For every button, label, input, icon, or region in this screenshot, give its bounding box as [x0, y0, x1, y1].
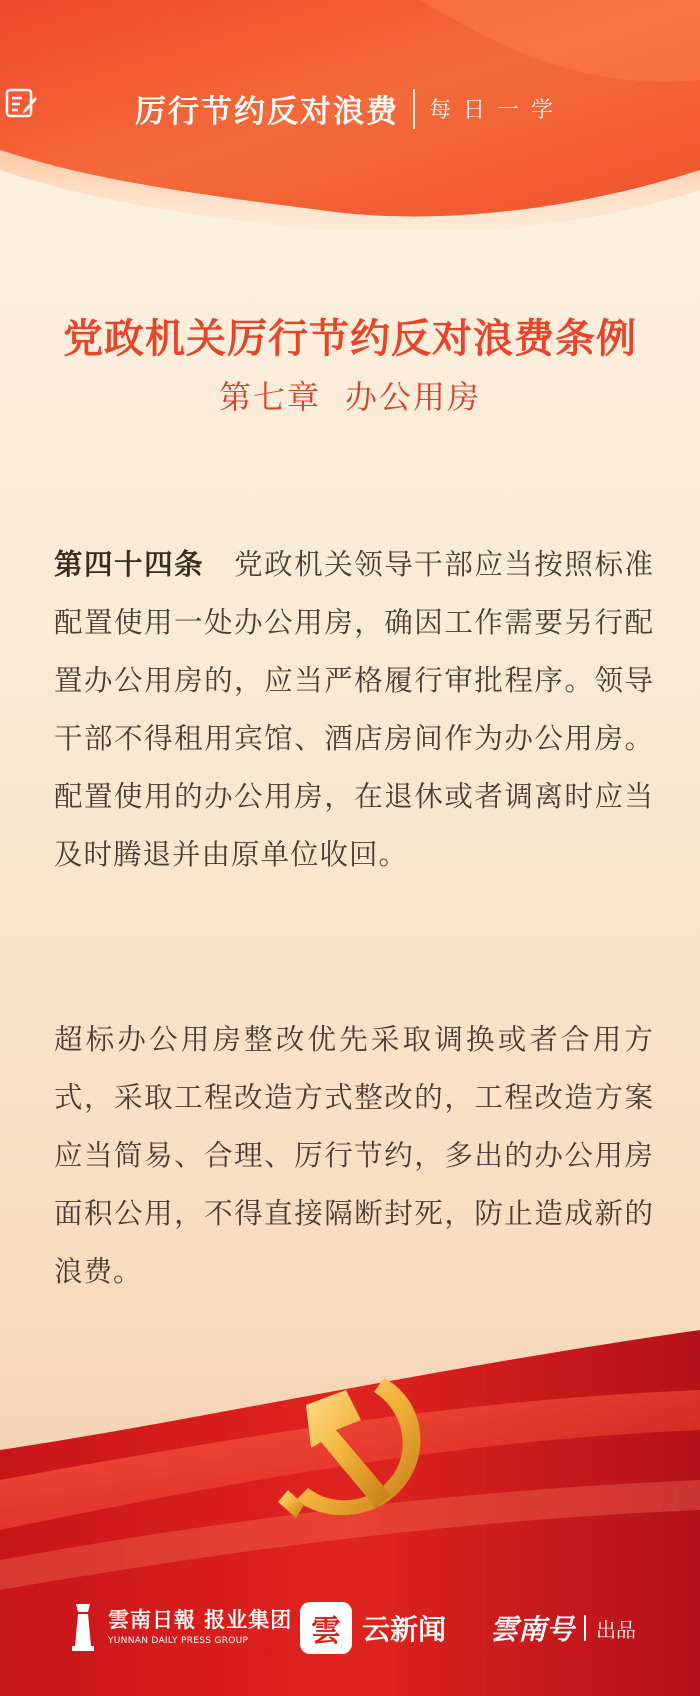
header-subtitle: 每日一学: [428, 98, 565, 123]
header-title: 厉行节约反对浪费: [134, 94, 399, 130]
yunnan-hao-logo: [490, 1608, 636, 1648]
header-banner: [0, 0, 700, 230]
cloud-news-name: 云新闻: [362, 1613, 447, 1646]
chapter-name: 办公用房: [345, 378, 482, 416]
yunnan-daily-name: 雲南日報 报业集团: [108, 1607, 293, 1632]
note-edit-icon: [4, 86, 38, 120]
article-text-1: 党政机关领导干部应当按照标准配置使用一处办公用房，确因工作需要另行配置办公用房的，应当严格履行审批程序。领导干部不得租用宾馆、酒店房间作为办公用房。配置使用的办公用房，在退休或者调离时应当及时腾退并由原单位收回。: [54, 548, 654, 871]
yunnan-daily-english: YUNNAN DAILY PRESS GROUP: [108, 1636, 249, 1646]
cloud-news-badge: 雲: [300, 1602, 352, 1654]
article-number: 第四十四条: [54, 548, 205, 581]
cloud-news-logo: [300, 1602, 446, 1654]
chapter-heading: [0, 372, 700, 418]
footer-logos: [0, 1598, 700, 1658]
logo-divider: [584, 1615, 586, 1641]
article-paragraph-1: [54, 536, 654, 884]
article-text-2: 超标办公用房整改优先采取调换或者合用方式，采取工程改造方式整改的，工程改造方案应当简易、合理、厉行节约，多出的办公用房面积公用，不得直接隔断封死，防止造成新的浪费。: [54, 1023, 654, 1288]
tower-icon: [66, 1598, 100, 1652]
header-divider: [413, 89, 415, 129]
yunnan-daily-logo: [66, 1598, 292, 1652]
party-emblem-icon: [266, 1360, 446, 1530]
producer-label: 出品: [596, 1617, 637, 1642]
chapter-number: 第七章: [218, 378, 321, 416]
yunnan-hao-name: 雲南号: [490, 1613, 575, 1646]
regulation-title: 党政机关厉行节约反对浪费条例: [63, 315, 637, 362]
article-paragraph-2: [54, 1011, 654, 1301]
